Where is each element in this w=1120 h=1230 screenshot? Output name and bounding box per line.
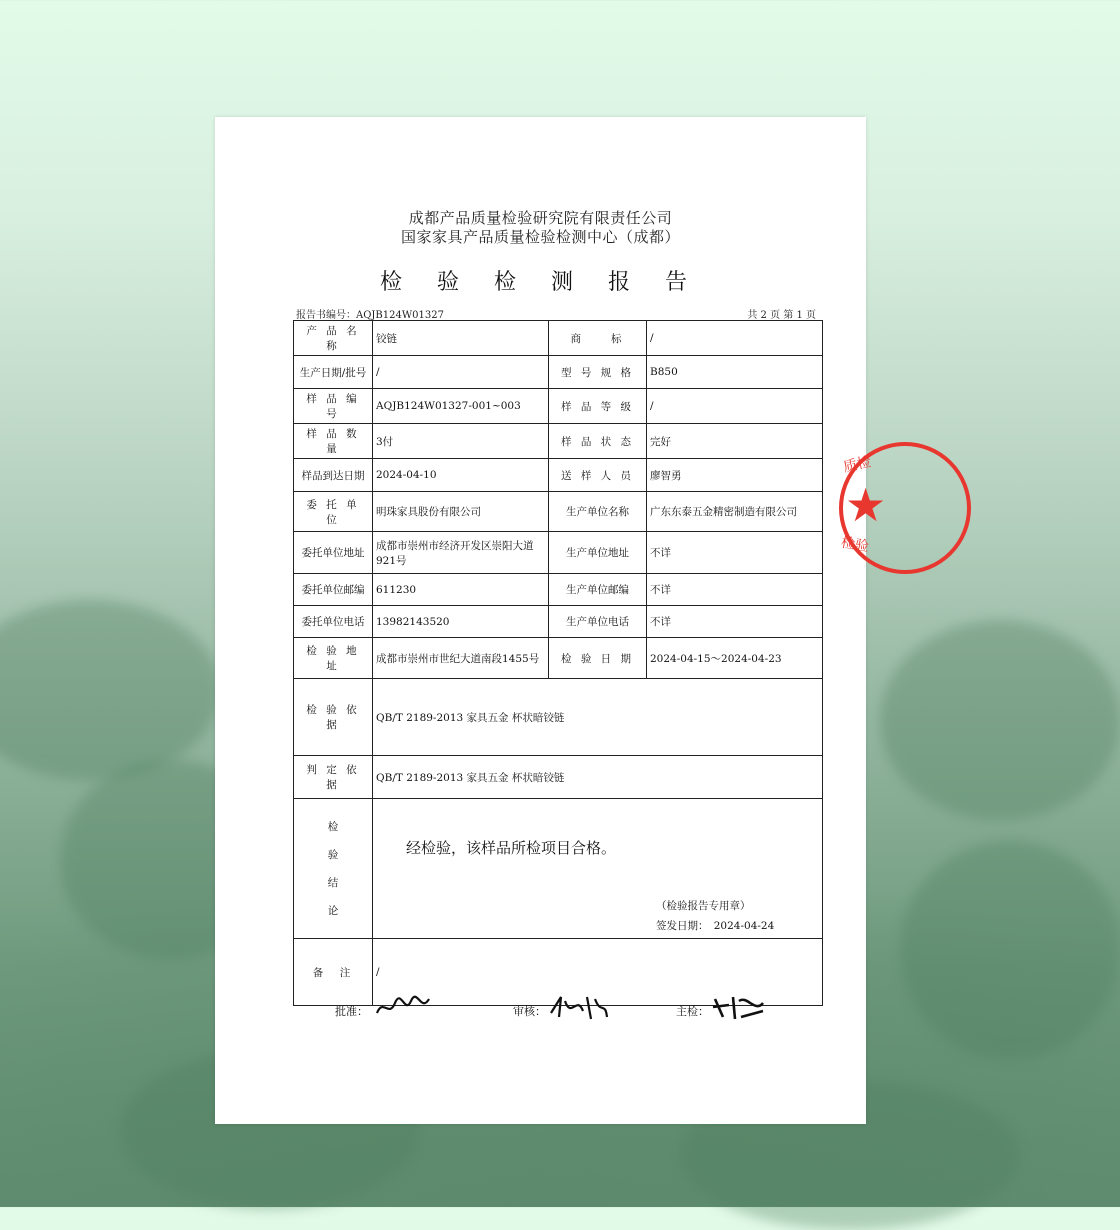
field-label: 生产单位电话	[549, 606, 647, 638]
table-row	[294, 532, 823, 574]
review-signature	[547, 991, 609, 1023]
table-row	[294, 606, 823, 638]
field-value: /	[647, 389, 823, 424]
judgement-value: QB/T 2189-2013 家具五金 杯状暗铰链	[373, 756, 823, 799]
judgement-label: 判 定 依 据	[294, 756, 373, 799]
report-document	[215, 117, 887, 1124]
field-value: /	[647, 321, 823, 356]
report-table	[293, 320, 823, 1006]
inspector-label: 主检：	[676, 1005, 709, 1018]
field-value: 3付	[373, 424, 549, 459]
seal-note: （检验报告专用章）	[656, 900, 751, 912]
review-label: 审核：	[513, 1005, 546, 1018]
field-label: 生产单位地址	[549, 532, 647, 574]
page-info: 共 2 页 第 1 页	[747, 310, 816, 321]
issue-date: 签发日期： 2024-04-24	[656, 920, 775, 932]
field-value: B850	[647, 356, 823, 389]
basis-label: 检 验 依 据	[294, 679, 373, 756]
field-value: 不详	[647, 574, 823, 606]
inspector-signature	[711, 991, 767, 1023]
field-value: 13982143520	[373, 606, 549, 638]
table-row	[294, 424, 823, 459]
field-value: 广东东泰五金精密制造有限公司	[647, 492, 823, 532]
approve-label: 批准：	[335, 1005, 368, 1018]
report-title: 检 验 检 测 报 告	[380, 270, 701, 295]
field-value: 2024-04-15～2024-04-23	[647, 638, 823, 679]
field-label: 样 品 数 量	[294, 424, 373, 459]
field-value: 2024-04-10	[373, 459, 549, 492]
table-row	[294, 638, 823, 679]
field-label: 产 品 名 称	[294, 321, 373, 356]
field-label: 检 验 日 期	[549, 638, 647, 679]
conclusion-row	[294, 799, 823, 939]
field-label: 送 样 人 员	[549, 459, 647, 492]
org-name-line2: 国家家具产品质量检验检测中心（成都）	[400, 228, 680, 246]
field-label: 样 品 状 态	[549, 424, 647, 459]
field-label: 委 托 单 位	[294, 492, 373, 532]
field-value: /	[373, 356, 549, 389]
field-label: 委托单位邮编	[294, 574, 373, 606]
approve-signature	[373, 993, 433, 1023]
field-value: 明珠家具股份有限公司	[373, 492, 549, 532]
basis-row	[294, 679, 823, 756]
field-label: 委托单位电话	[294, 606, 373, 638]
star-icon: ★	[845, 478, 887, 532]
field-value: AQJB124W01327-001~003	[373, 389, 549, 424]
field-label: 检 验 地 址	[294, 638, 373, 679]
field-label: 型 号 规 格	[549, 356, 647, 389]
table-row	[294, 492, 823, 532]
conclusion-content	[373, 799, 823, 939]
field-value: 成都市崇州市世纪大道南段1455号	[373, 638, 549, 679]
org-name-line1: 成都产品质量检验研究院有限责任公司	[408, 209, 673, 227]
field-label: 商 标	[549, 321, 647, 356]
table-row	[294, 459, 823, 492]
official-stamp	[839, 442, 971, 574]
field-value: 成都市崇州市经济开发区崇阳大道921号	[373, 532, 549, 574]
table-row	[294, 321, 823, 356]
field-value: 廖智勇	[647, 459, 823, 492]
table-row	[294, 389, 823, 424]
field-value: 不详	[647, 606, 823, 638]
stamp-text-bottom: 检验	[839, 534, 871, 556]
table-row	[294, 356, 823, 389]
report-number: 报告书编号：AQJB124W01327	[296, 310, 444, 321]
field-label: 样 品 编 号	[294, 389, 373, 424]
field-value: 完好	[647, 424, 823, 459]
remarks-value: /	[373, 939, 823, 1006]
field-label: 委托单位地址	[294, 532, 373, 574]
field-label: 生产日期/批号	[294, 356, 373, 389]
judgement-row	[294, 756, 823, 799]
conclusion-text: 经检验，该样品所检项目合格。	[406, 839, 617, 857]
field-label: 生产单位名称	[549, 492, 647, 532]
stamp-text-top: 质检	[841, 454, 873, 476]
conclusion-label: 检 验 结 论	[294, 799, 373, 939]
basis-value: QB/T 2189-2013 家具五金 杯状暗铰链	[373, 679, 823, 756]
field-value: 611230	[373, 574, 549, 606]
remarks-label: 备 注	[294, 939, 373, 1006]
field-label: 生产单位邮编	[549, 574, 647, 606]
field-value: 不详	[647, 532, 823, 574]
table-row	[294, 574, 823, 606]
field-value: 铰链	[373, 321, 549, 356]
field-label: 样品到达日期	[294, 459, 373, 492]
field-label: 样 品 等 级	[549, 389, 647, 424]
